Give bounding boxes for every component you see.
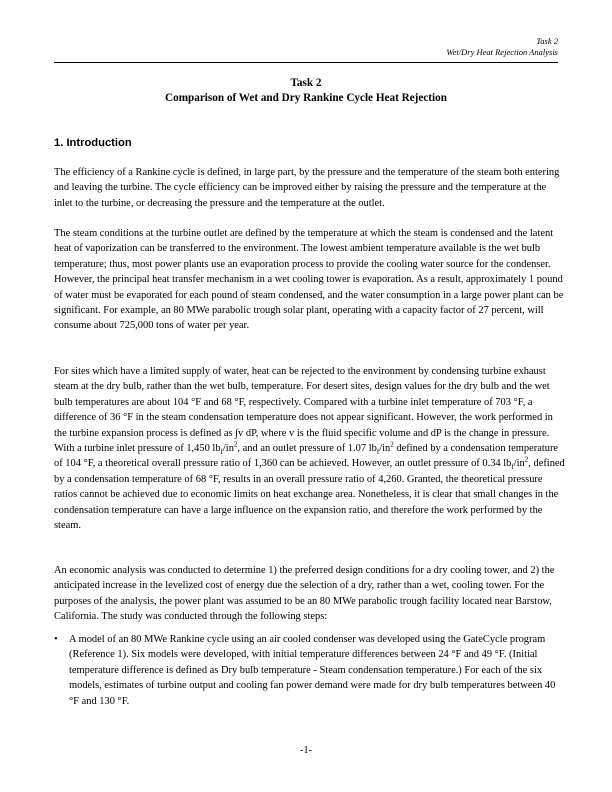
p3-text: /in [222,443,234,455]
list-item [54,632,566,709]
list-item-text: A model of an 80 MWe Rankine cycle using an air cooled condenser was developed using the GateCycle program (Reference 1). Six models were developed, with initial temperature differences between 24 °F and 49 °F. (Initial temperature difference is defined as Dry bulb temperature - Steam condensation temperature.) For each of the six models, estimates of turbine output and cooling fan power demand were made for dry bulb temperatures between 40 °F and 130 °F. [69,634,556,707]
header-rule [54,62,558,63]
p3-sup: 2 [233,440,238,449]
running-header-task: Task 2 [536,36,558,46]
bullet-icon: • [54,634,58,645]
p3-text: For sites which have a limited supply of water, heat can be rejected to the environment by condensing turbine exhaust steam at the dry bulb, rather than the wet bulb, temperature. For desert sites, design values for the dry bulb and the wet bulb temperatures are about 104 °F and 68 °F, respectively. Compared with a turbine inlet temperature of 703 °F, a difference of 36 °F in the steam condensation temperature does not appear significant. However, the work performed in the turbine expansion process is defined as ∫v dP, where v is the fluid specific volume and dP is the change in pressure. With a turbine inlet pressure of 1,450 lb [54,366,553,455]
p3-sub: f [220,448,223,457]
document-title [54,76,558,106]
paragraph-3 [54,364,566,533]
section-heading-introduction: 1. Introduction [54,137,132,149]
page-number: -1- [299,745,313,756]
p3-text: , and an outlet pressure of 1.07 lb [237,443,377,455]
title-main: Comparison of Wet and Dry Rankine Cycle Heat Rejection [165,92,447,104]
paragraph-2: The steam conditions at the turbine outlet are defined by the temperature at which the steam is condensed and the latent heat of vaporization can be transferred to the environment. The lowest ambient temperature available is the wet bulb temperature; thus, most power plants use an evaporation process to provide the cooling water source for the condenser. However, the principal heat transfer mechanism in a wet cooling tower is evaporation. As a result, approximately 1 pound of water must be evaporated for each pound of steam condensed, and the water consumption in a large power plant can be significant. For example, an 80 MWe parabolic trough solar plant, operating with a capacity factor of 27 percent, will consume about 725,000 tons of water per year. [54,228,564,332]
p3-text: /in [379,443,391,455]
p3-text: defined by a condensation temperature of 104 °F, a theoretical overall pressure ratio of 1,360 can be achieved. However, an outlet pressure of 0.34 lb [54,443,559,470]
p3-sup: 2 [390,440,394,449]
running-header-subtitle: Wet/Dry Heat Rejection Analysis [446,47,558,57]
p3-sub: f [511,463,514,472]
title-task: Task 2 [290,77,322,89]
p3-text: , defined by a condensation temperature of 68 °F, results in an overall pressure ratio of 4,260. Granted, the theoretical pressure ratios cannot be achieved due to economic limits on heat exchange area. Nonetheless, it is clear that small changes in the condensation temperature can have a large influence on the expansion ratio, and therefore the work performed by the steam. [54,458,565,532]
paragraph-4: An economic analysis was conducted to determine 1) the preferred design conditions for a dry cooling tower, and 2) the anticipated increase in the levelized cost of energy due the selection of a dry, rather than a wet, cooling tower. For the purposes of the analysis, the power plant was assumed to be an 80 MWe parabolic trough facility located near Barstow, California. The study was conducted through the following steps: [54,565,555,623]
p3-text: /in [513,458,525,470]
steps-list [54,632,566,709]
running-header [446,36,558,58]
p3-sub: f [376,448,380,457]
paragraph-1: The efficiency of a Rankine cycle is defined, in large part, by the pressure and the temperature of the steam both entering and leaving the turbine. The cycle efficiency can be improved either by raising the pressure and the temperature at the inlet to the turbine, or decreasing the pressure and the temperature at the outlet. [54,167,560,209]
p3-sup: 2 [524,455,529,464]
